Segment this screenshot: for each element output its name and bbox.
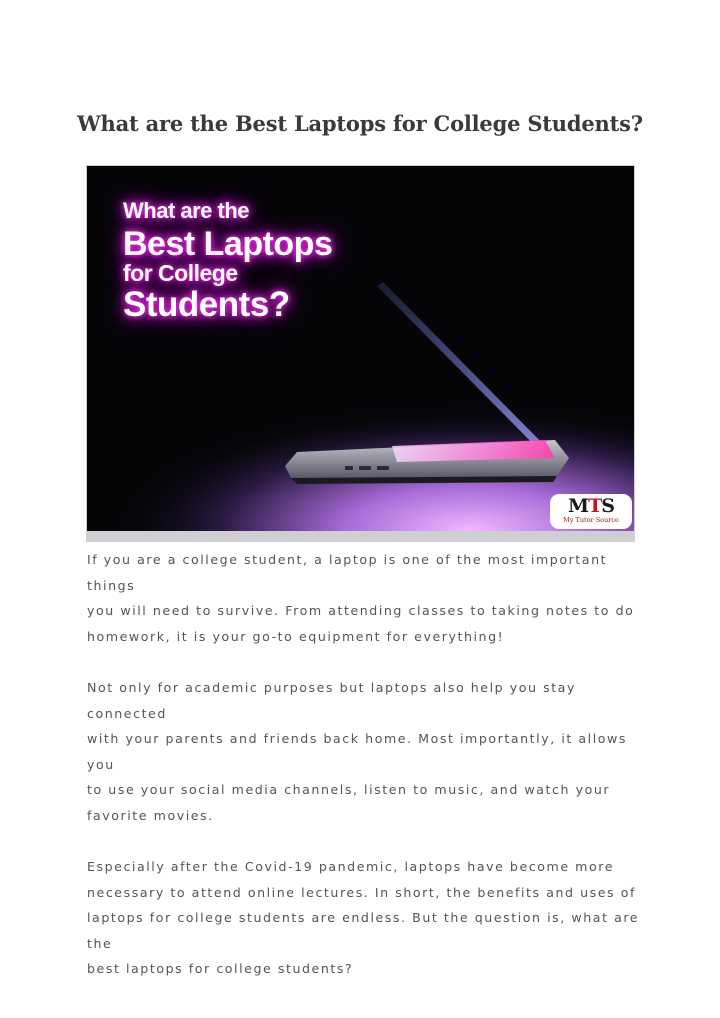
pen-icon: T: [588, 495, 602, 517]
text-line: favorite movies.: [87, 807, 214, 823]
text-line: homework, it is your go-to equipment for everything!: [87, 628, 505, 644]
text-line: Especially after the Covid-19 pandemic, laptops have become more: [87, 859, 614, 874]
text-line: best laptops for college students?: [87, 961, 354, 976]
paragraph: [87, 854, 647, 982]
text-line: necessary to attend online lectures. In short, the benefits and uses of: [87, 884, 636, 900]
hero-line: for College: [123, 260, 238, 286]
hero-line: What are the: [123, 198, 250, 223]
text-line: If you are a college student, a laptop is one of the most important things: [87, 552, 608, 593]
brand-logo: [550, 494, 632, 529]
logo-subtitle: My Tutor Source: [563, 516, 619, 524]
hero-image: [86, 165, 635, 542]
text-line: to use your social media channels, listen to music, and watch your: [87, 782, 611, 797]
hero-line: Best Laptops: [123, 225, 333, 263]
article-body: [87, 547, 647, 1008]
hero-headline: [123, 200, 332, 322]
hero-line: Students?: [123, 285, 290, 324]
page-title: What are the Best Laptops for College Students?: [77, 111, 643, 137]
text-line: laptops for college students are endless. But the question is, what are the: [87, 910, 640, 951]
text-line: you will need to survive. From attending classes to taking notes to do: [87, 603, 635, 618]
paragraph: [87, 547, 647, 649]
text-line: with your parents and friends back home. Most importantly, it allows you: [87, 731, 627, 772]
text-line: Not only for academic purposes but laptops also help you stay connected: [87, 680, 576, 721]
logo-mark: MTS: [568, 495, 614, 517]
paragraph: [87, 675, 647, 828]
